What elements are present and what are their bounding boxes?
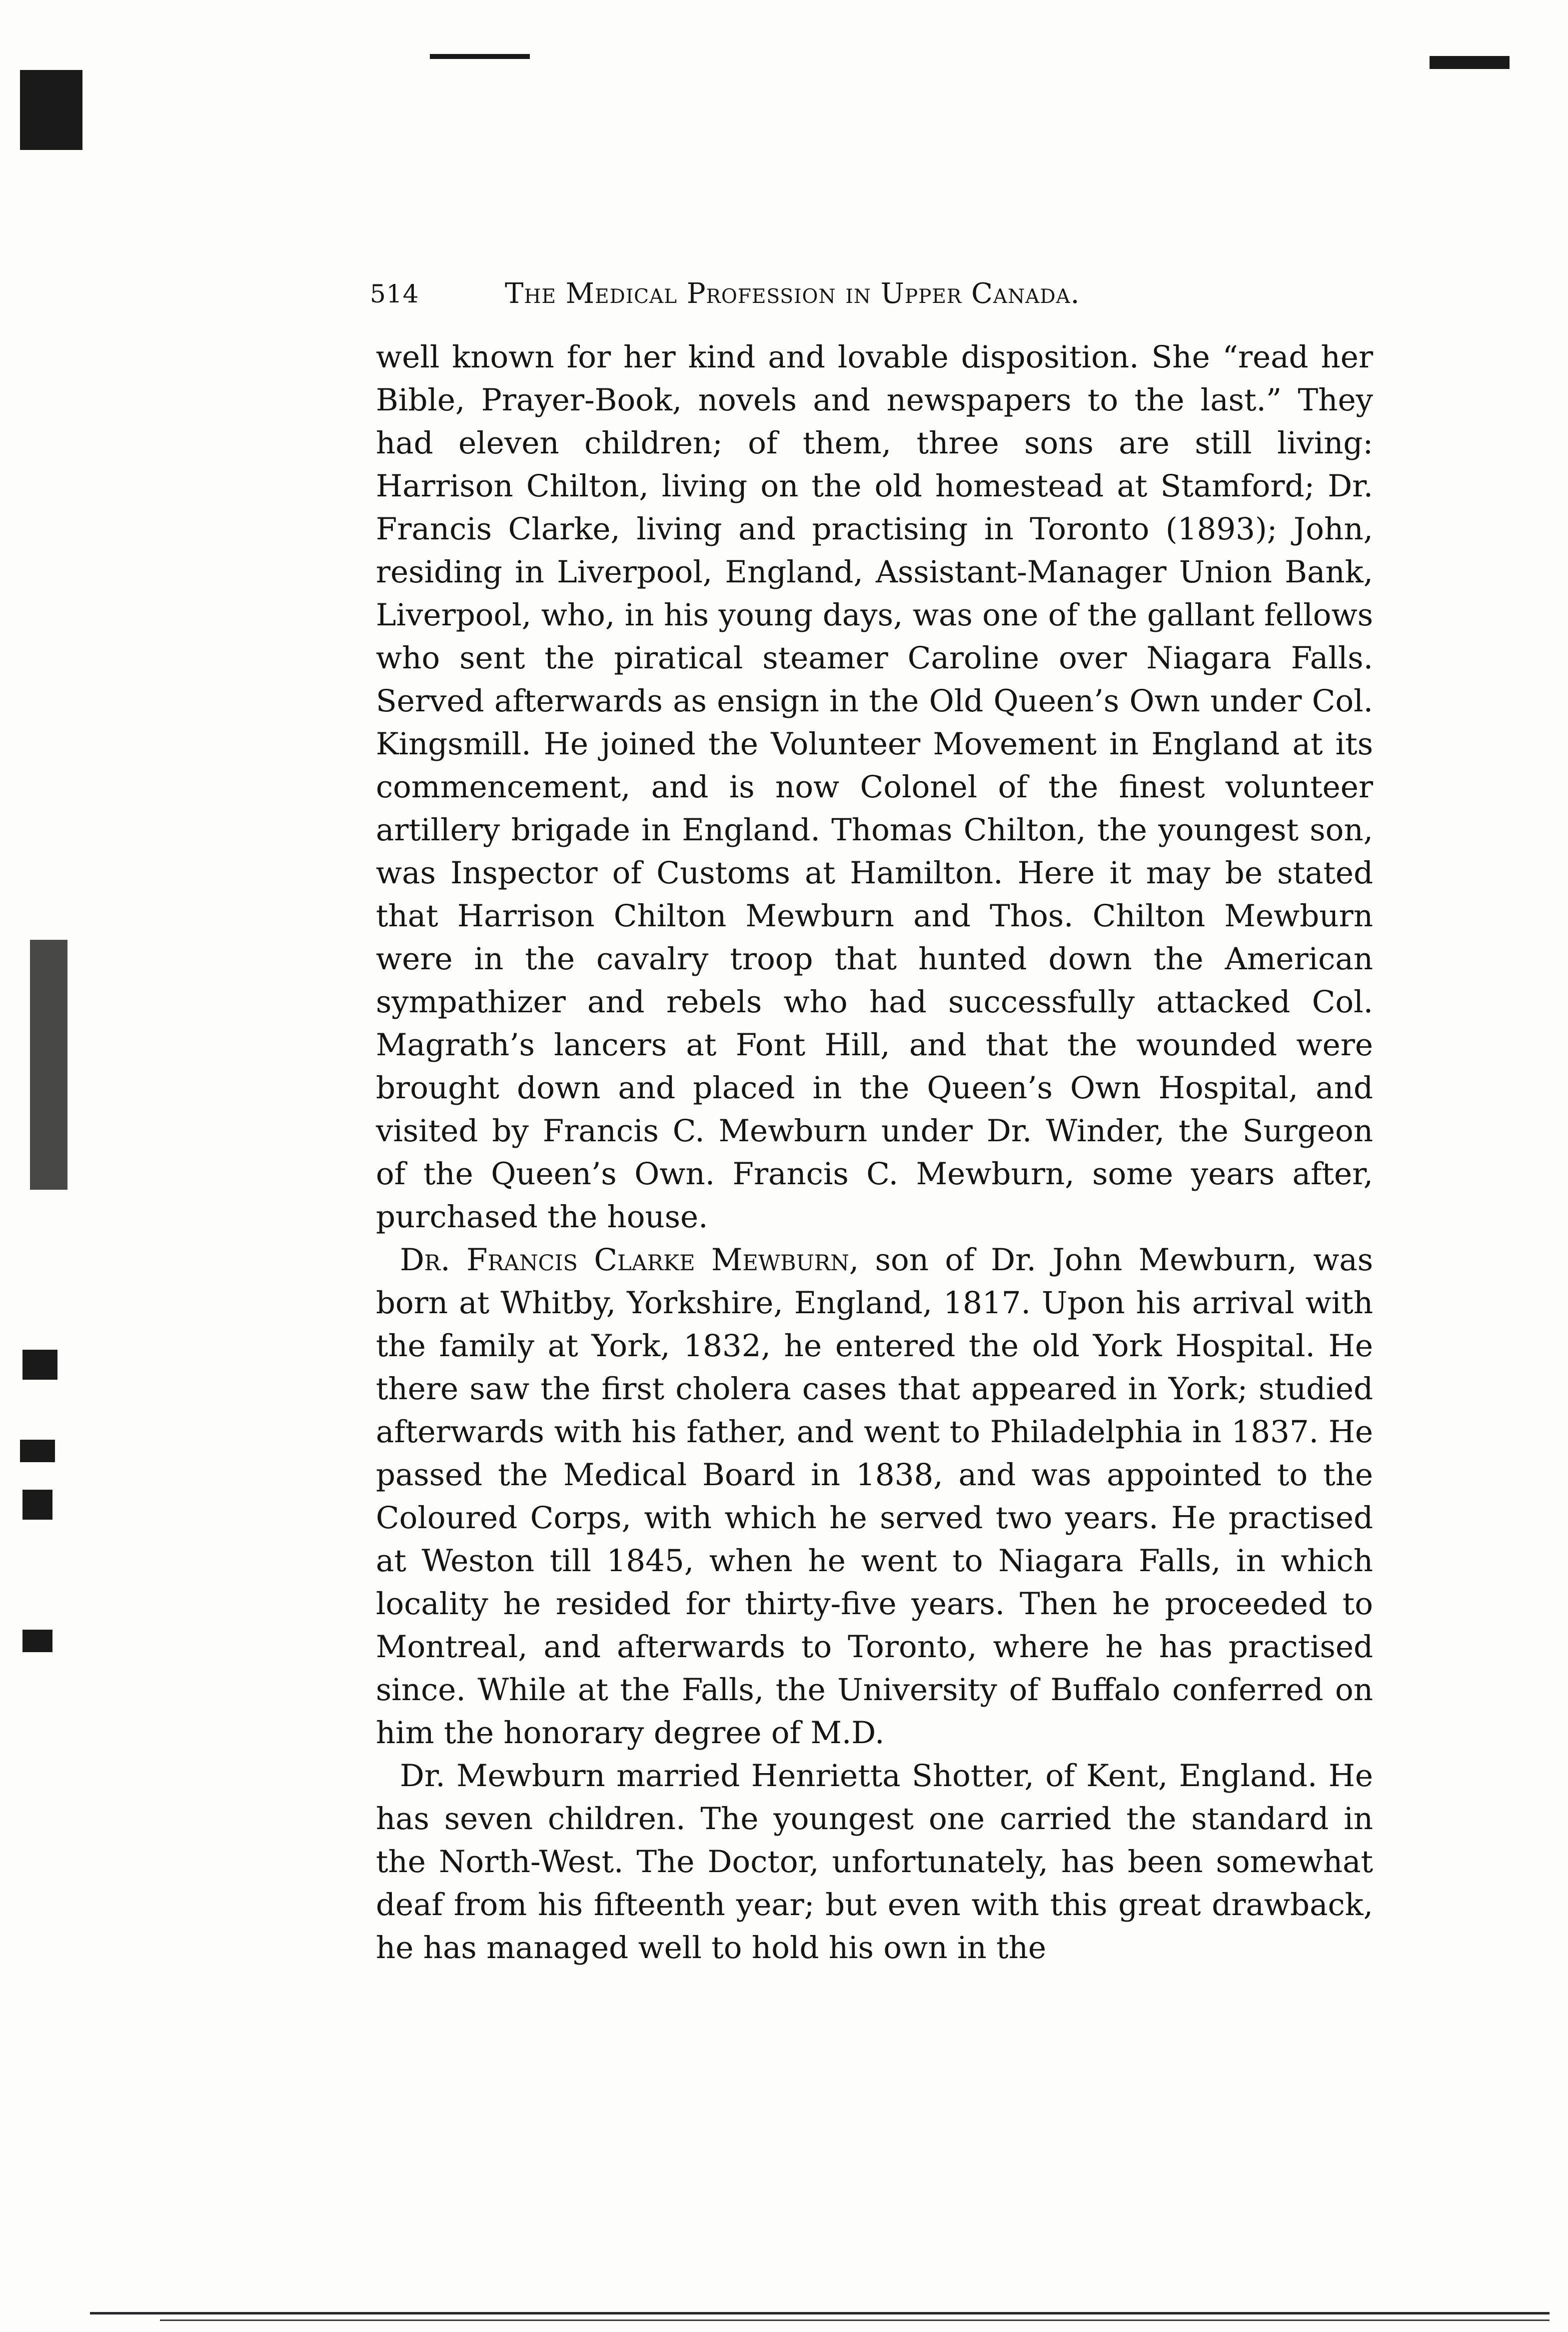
binding-shadow-middle bbox=[30, 940, 67, 1190]
bottom-edge-rule-2 bbox=[160, 2320, 1550, 2321]
binding-mark-3 bbox=[22, 1490, 52, 1520]
body-text bbox=[376, 336, 1373, 1970]
binding-mark-4 bbox=[22, 1630, 52, 1652]
binding-mark-2 bbox=[20, 1440, 55, 1462]
top-right-edge-mark bbox=[1430, 56, 1510, 69]
page-header bbox=[370, 274, 1370, 314]
paragraph-2-body: son of Dr. John Mewburn, was born at Whitby, Yorkshire, England, 1817. Upon his arrival with the family at York, 1832, he entered the old York Hospital. He there saw the first cholera cases that appeared in York; studied afterwards with his father, and went to Philadelphia in 1837. He passed the Medical Board in 1838, and was appointed to the Coloured Corps, with which he served two years. He practised at Weston till 1845, when he went to Niagara Falls, in which locality he resided for thirty-five years. Then he proceeded to Montreal, and afterwards to Toronto, where he has practised since. While at the Falls, the University of Buffalo conferred on him the honorary degree of M.D. bbox=[376, 1242, 1374, 1751]
page-number: 514 bbox=[370, 279, 419, 308]
top-edge-mark bbox=[430, 54, 530, 59]
paragraph-2 bbox=[376, 1239, 1373, 1755]
paragraph-2-lead: Dr. Francis Clarke Mewburn, bbox=[400, 1242, 859, 1278]
binding-shadow-top bbox=[20, 70, 82, 150]
bottom-edge-rule bbox=[90, 2312, 1550, 2315]
paragraph-3: Dr. Mewburn married Henrietta Shotter, of Kent, England. He has seven children. The youngest one carried the standard in the North-West. The Doctor, unfortunately, has been somewhat deaf from his fifteenth year; but even with this great drawback, he has managed well to hold his own in the bbox=[376, 1758, 1373, 1966]
binding-mark-1 bbox=[22, 1350, 57, 1380]
paragraph-1: well known for her kind and lovable disposition. She “read her Bible, Prayer-Book, novels and newspapers to the last.” They had eleven children; of them, three sons are still living: Harrison Chilton, living on the old homestead at Stamford; Dr. Francis Clarke, living and practising in Toronto (1893); John, residing in Liverpool, England, Assistant-Manager Union Bank, Liverpool, who, in his young days, was one of the gallant fellows who sent the piratical steamer Caroline over Niagara Falls. Served afterwards as ensign in the Old Queen’s Own under Col. Kingsmill. He joined the Volunteer Movement in England at its commencement, and is now Colonel of the finest volunteer artillery brigade in England. Thomas Chilton, the youngest son, was Inspector of Customs at Hamilton. Here it may be stated that Harrison Chilton Mewburn and Thos. Chilton Mewburn were in the cavalry troop that hunted down the American sympathizer and rebels who had successfully attacked Col. Magrath’s lancers at Font Hill, and that the wounded were brought down and placed in the Queen’s Own Hospital, and visited by Francis C. Mewburn under Dr. Winder, the Surgeon of the Queen’s Own. Francis C. Mewburn, some years after, purchased the house. bbox=[376, 339, 1373, 1235]
running-title: The Medical Profession in Upper Canada. bbox=[505, 277, 1080, 310]
